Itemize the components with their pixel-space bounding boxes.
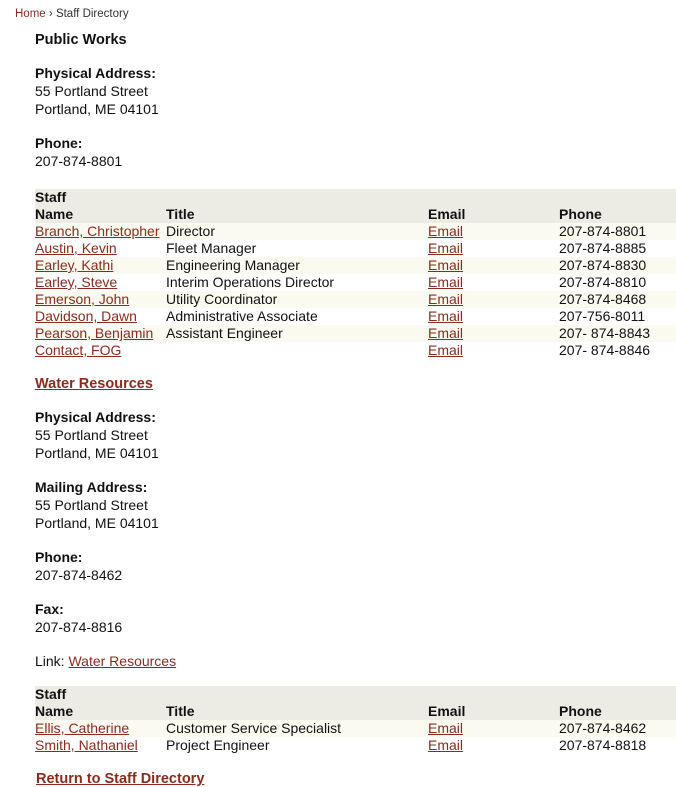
breadcrumb-separator: › <box>48 8 53 20</box>
staff-title: Assistant Engineer <box>166 325 428 342</box>
staff-name-link[interactable]: Ellis, Catherine <box>35 720 130 736</box>
staff-phone: 207-874-8885 <box>559 240 676 257</box>
staff-title: Fleet Manager <box>166 240 428 257</box>
return-to-directory-link[interactable]: Return to Staff Directory <box>36 771 205 787</box>
table-row <box>35 257 676 274</box>
wr-phone: 207-874-8462 <box>35 567 123 583</box>
staff-name-link[interactable]: Earley, Kathi <box>35 257 114 273</box>
breadcrumb <box>15 8 129 20</box>
wr-staff-label-row <box>35 686 676 703</box>
wr-phone-label: Phone: <box>35 549 83 565</box>
pw-physical-line2: Portland, ME 04101 <box>35 101 159 117</box>
staff-phone: 207-756-8011 <box>559 308 676 325</box>
staff-email-link[interactable]: Email <box>428 737 464 753</box>
staff-title: Interim Operations Director <box>166 274 428 291</box>
col-header-title: Title <box>166 206 428 223</box>
wr-physical-line1: 55 Portland Street <box>35 427 148 443</box>
wr-fax-block <box>35 600 676 636</box>
wr-link-line <box>35 652 676 670</box>
staff-email-link[interactable]: Email <box>428 291 464 307</box>
wr-physical-address <box>35 408 676 462</box>
staff-phone: 207- 874-8846 <box>559 342 676 359</box>
staff-name-link[interactable]: Austin, Kevin <box>35 240 117 256</box>
wr-physical-label: Physical Address: <box>35 409 156 425</box>
wr-physical-line2: Portland, ME 04101 <box>35 445 159 461</box>
dept-title-public-works: Public Works <box>35 32 127 48</box>
wr-mailing-line2: Portland, ME 04101 <box>35 515 159 531</box>
staff-email-link[interactable]: Email <box>428 342 464 358</box>
pw-staff-table <box>35 189 676 359</box>
col-header-name: Name <box>35 206 166 223</box>
col-header-email: Email <box>428 206 559 223</box>
staff-name-link[interactable]: Smith, Nathaniel <box>35 737 138 753</box>
table-row <box>35 223 676 240</box>
pw-physical-line1: 55 Portland Street <box>35 83 148 99</box>
table-row <box>35 240 676 257</box>
staff-title: Utility Coordinator <box>166 291 428 308</box>
staff-phone: 207-874-8462 <box>559 720 676 737</box>
staff-email-link[interactable]: Email <box>428 240 464 256</box>
table-row <box>35 342 676 359</box>
breadcrumb-current: Staff Directory <box>55 8 129 20</box>
col-header-phone: Phone <box>559 206 676 223</box>
table-row <box>35 274 676 291</box>
staff-title: Engineering Manager <box>166 257 428 274</box>
breadcrumb-home-link[interactable]: Home <box>15 8 46 20</box>
table-row <box>35 720 676 737</box>
table-row <box>35 291 676 308</box>
staff-name-link[interactable]: Emerson, John <box>35 291 130 307</box>
staff-phone: 207-874-8801 <box>559 223 676 240</box>
staff-email-link[interactable]: Email <box>428 223 464 239</box>
col-header-phone: Phone <box>559 703 676 720</box>
pw-phone-block <box>35 134 676 170</box>
pw-phone: 207-874-8801 <box>35 153 123 169</box>
wr-fax-label: Fax: <box>35 601 64 617</box>
dept-title-water-resources-link[interactable]: Water Resources <box>35 376 153 392</box>
staff-email-link[interactable]: Email <box>428 308 464 324</box>
wr-mailing-address <box>35 478 676 532</box>
staff-phone: 207-874-8810 <box>559 274 676 291</box>
pw-header-row <box>35 206 676 223</box>
wr-staff-table <box>35 686 676 754</box>
pw-staff-label: Staff <box>35 189 676 206</box>
staff-phone: 207- 874-8843 <box>559 325 676 342</box>
staff-phone: 207-874-8818 <box>559 737 676 754</box>
staff-title <box>166 342 428 359</box>
staff-email-link[interactable]: Email <box>428 274 464 290</box>
wr-phone-block <box>35 548 676 584</box>
wr-mailing-label: Mailing Address: <box>35 479 148 495</box>
staff-title: Customer Service Specialist <box>166 720 428 737</box>
table-row <box>35 737 676 754</box>
staff-name-link[interactable]: Branch, Christopher <box>35 223 160 239</box>
wr-staff-label: Staff <box>35 686 676 703</box>
staff-name-link[interactable]: Davidson, Dawn <box>35 308 137 324</box>
table-row <box>35 308 676 325</box>
wr-mailing-line1: 55 Portland Street <box>35 497 148 513</box>
staff-title: Administrative Associate <box>166 308 428 325</box>
pw-staff-label-row <box>35 189 676 206</box>
pw-phone-label: Phone: <box>35 135 83 151</box>
wr-website-link[interactable]: Water Resources <box>68 653 177 669</box>
staff-name-link[interactable]: Pearson, Benjamin <box>35 325 154 341</box>
staff-phone: 207-874-8468 <box>559 291 676 308</box>
pw-physical-label: Physical Address: <box>35 65 156 81</box>
staff-title: Director <box>166 223 428 240</box>
staff-name-link[interactable]: Earley, Steve <box>35 274 118 290</box>
wr-fax: 207-874-8816 <box>35 619 123 635</box>
wr-link-prefix: Link: <box>35 653 65 669</box>
wr-header-row <box>35 703 676 720</box>
col-header-title: Title <box>166 703 428 720</box>
col-header-email: Email <box>428 703 559 720</box>
staff-title: Project Engineer <box>166 737 428 754</box>
staff-email-link[interactable]: Email <box>428 257 464 273</box>
col-header-name: Name <box>35 703 166 720</box>
staff-email-link[interactable]: Email <box>428 720 464 736</box>
pw-physical-address <box>35 64 676 118</box>
staff-name-link[interactable]: Contact, FOG <box>35 342 122 358</box>
staff-phone: 207-874-8830 <box>559 257 676 274</box>
staff-email-link[interactable]: Email <box>428 325 464 341</box>
directory-content <box>35 32 676 787</box>
table-row <box>35 325 676 342</box>
